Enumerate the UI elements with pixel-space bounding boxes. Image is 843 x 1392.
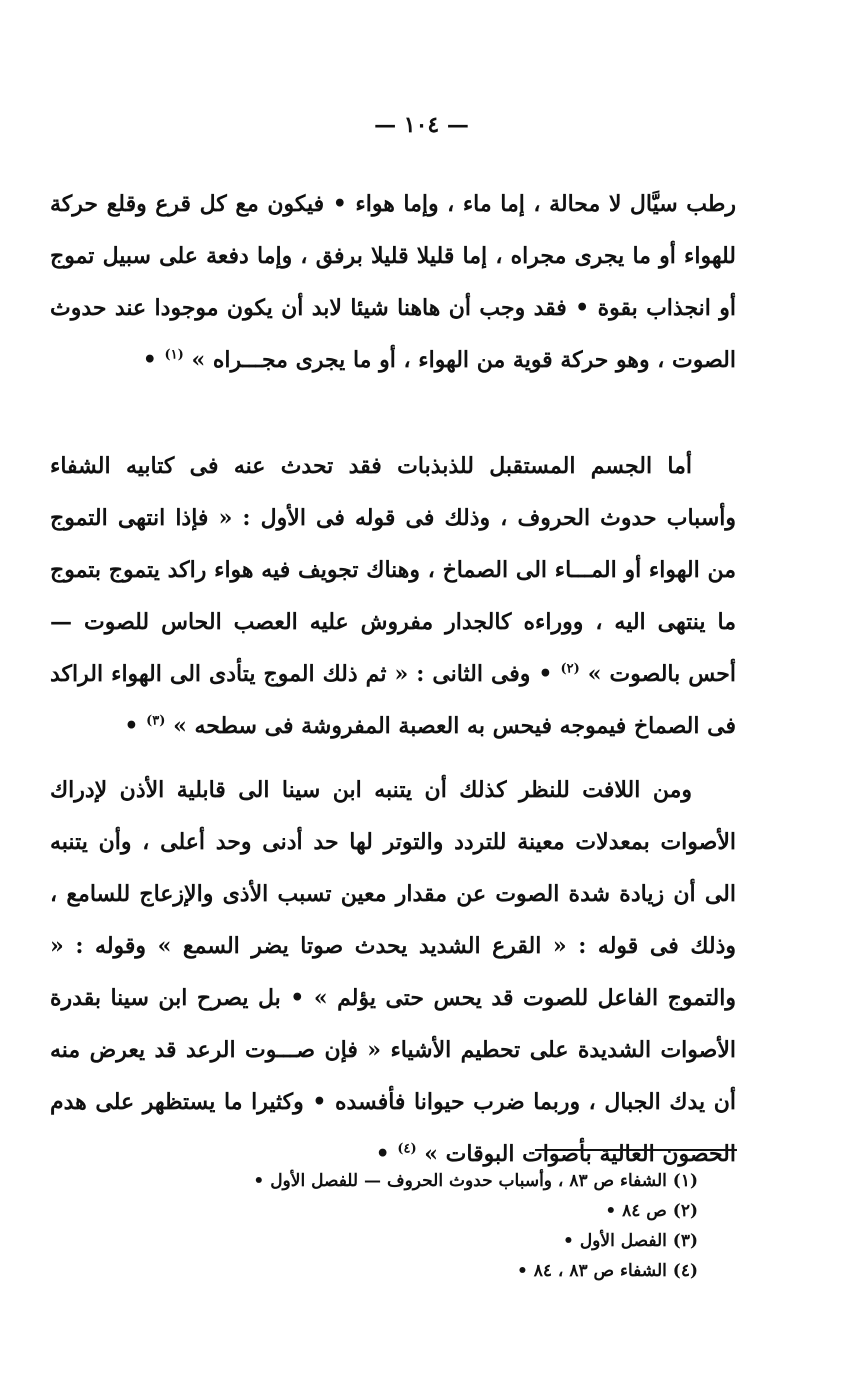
paragraph-1 [50,178,736,386]
text-segment: • [375,1141,398,1167]
text-segment: ومن اللافت للنظر كذلك أن يتنبه ابن سينا الى قابلية الأذن لإدراك الأصوات بمعدلات معينة للتردد والتوتر لها حد أدنى وحد أعلى ، وأن يتنبه الى أن زيادة شدة الصوت عن مقدار معين تسبب الأذى والإزعاج للسامع ، وذلك فى قوله : « القرع الشديد يحدث صوتا يضر السمع » وقوله : « والتموج الفاعل للصوت قد يحس حتى يؤلم » • بل يصرح ابن سينا بقدرة الأصوات الشديدة على تحطيم الأشياء « فإن صـــوت الرعد قد يعرض منه أن يدك الجبال ، وربما ضرب حيوانا فأفسده • وكثيرا ما يستظهر على هدم الحصون العالية بأصوات البوقات » [50,777,736,1167]
footnote-4: (٤) الشفاء ص ٨٣ ، ٨٤ • [516,1261,698,1281]
footnotes [50,1166,698,1286]
paragraph-text [50,440,736,752]
footnote-3: (٣) الفصل الأول • [563,1231,698,1251]
paragraph-text [50,764,736,1180]
footnote-reference: (٣) [146,713,166,729]
paragraph-text [50,178,736,386]
footnote-2: (٢) ص ٨٤ • [605,1201,698,1221]
text-segment: • [142,347,165,373]
footnote-reference: (٢) [560,661,580,677]
footnote-reference: (١) [164,347,184,363]
footnote-1: (١) الشفاء ص ٨٣ ، وأسباب حدوث الحروف — للفصل الأول • [253,1171,698,1191]
text-segment: أما الجسم المستقبل للذبذبات فقد تحدث عنه فى كتابيه الشفاء وأسباب حدوث الحروف ، وذلك فى قوله فى الأول : « فإذا انتهى التموج من الهواء أو المـــاء الى الصماخ ، وهناك تجويف فيه هواء راكد يتموج بتموج ما ينتهى اليه ، ووراءه كالجدار مفروش عليه العصب الحاس للصوت — أحس بالصوت » [50,453,737,687]
paragraph-3 [50,764,736,1180]
paragraph-2 [50,440,736,752]
footnote-reference: (٤) [397,1141,417,1157]
text-segment: • وفى الثانى : « ثم ذلك الموج يتأدى الى الهواء الراكد فى الصماخ فيموجه فيحس به العصبة المفروشة فى سطحه » [50,661,736,739]
text-segment: رطب سيَّال لا محالة ، إما ماء ، وإما هواء • فيكون مع كل قرع وقلع حركة للهواء أو ما يجرى مجراه ، إما قليلا قليلا برفق ، وإما دفعة على سبيل تموج أو انجذاب بقوة • فقد وجب أن هاهنا شيئا لابد أن يكون موجودا عند حدوث الصوت ، وهو حركة قوية من الهواء ، أو ما يجرى مجـــراه » [50,191,736,373]
footnote-separator [535,1149,737,1151]
text-segment: • [124,713,147,739]
page-number: — ١٠٤ — [374,112,469,138]
